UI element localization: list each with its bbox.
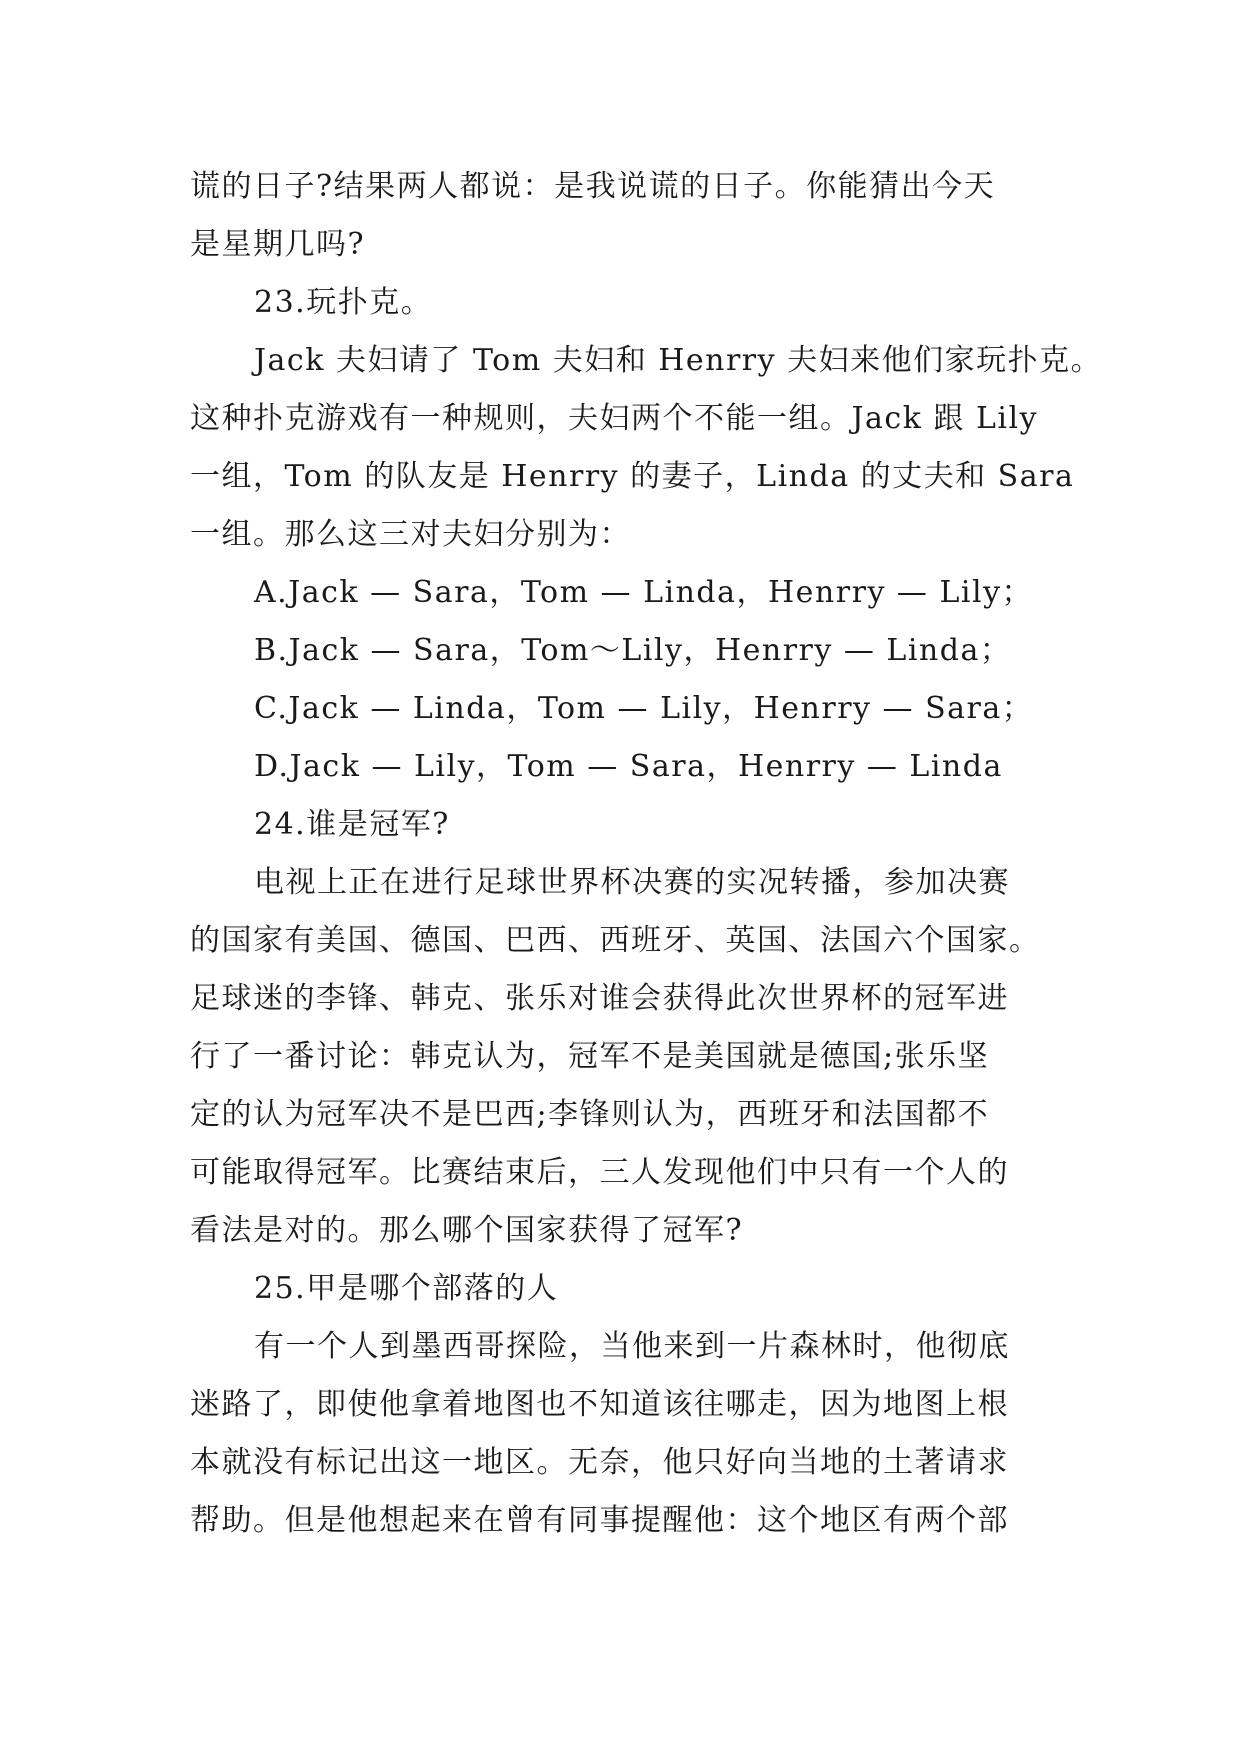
option-c: C.Jack — Linda，Tom — Lily，Henrry — Sara； (254, 691, 1034, 726)
text-line: Jack 夫妇请了 Tom 夫妇和 Henrry 夫妇来他们家玩扑克。 (254, 343, 1103, 378)
text-line: 足球迷的李锋、韩克、张乐对谁会获得此次世界杯的冠军进 (190, 981, 1009, 1016)
text-line: 是星期几吗? (190, 227, 366, 262)
text-line: 看法是对的。那么哪个国家获得了冠军? (190, 1213, 744, 1248)
option-a: A.Jack — Sara，Tom — Linda，Henrry — Lily； (254, 575, 1034, 610)
text-line: 迷路了，即使他拿着地图也不知道该往哪走，因为地图上根 (190, 1387, 1009, 1422)
text-line: 帮助。但是他想起来在曾有同事提醒他：这个地区有两个部 (190, 1503, 1009, 1538)
text-line: 的国家有美国、德国、巴西、西班牙、英国、法国六个国家。 (190, 923, 1041, 958)
option-d: D.Jack — Lily，Tom — Sara，Henrry — Linda (254, 749, 1003, 784)
question-heading: 24.谁是冠军? (254, 807, 450, 842)
text-line: 电视上正在进行足球世界杯决赛的实况转播，参加决赛 (254, 865, 1010, 900)
text-line: 一组。那么这三对夫妇分别为： (190, 517, 631, 552)
text-line: 谎的日子?结果两人都说：是我说谎的日子。你能猜出今天 (190, 169, 996, 204)
text-line: 定的认为冠军决不是巴西;李锋则认为，西班牙和法国都不 (190, 1097, 990, 1132)
text-line: 有一个人到墨西哥探险，当他来到一片森林时，他彻底 (254, 1329, 1010, 1364)
option-b: B.Jack — Sara，Tom～Lily，Henrry — Linda； (254, 633, 1012, 668)
question-heading: 25.甲是哪个部落的人 (254, 1271, 559, 1306)
text-line: 行了一番讨论：韩克认为，冠军不是美国就是德国;张乐坚 (190, 1039, 990, 1074)
question-heading: 23.玩扑克。 (254, 285, 433, 320)
text-line: 这种扑克游戏有一种规则，夫妇两个不能一组。Jack 跟 Lily (190, 401, 1039, 436)
text-line: 可能取得冠军。比赛结束后，三人发现他们中只有一个人的 (190, 1155, 1009, 1190)
text-line: 一组，Tom 的队友是 Henrry 的妻子，Linda 的丈夫和 Sara (190, 459, 1075, 494)
text-line: 本就没有标记出这一地区。无奈，他只好向当地的土著请求 (190, 1445, 1009, 1480)
body-text (190, 158, 1103, 1550)
